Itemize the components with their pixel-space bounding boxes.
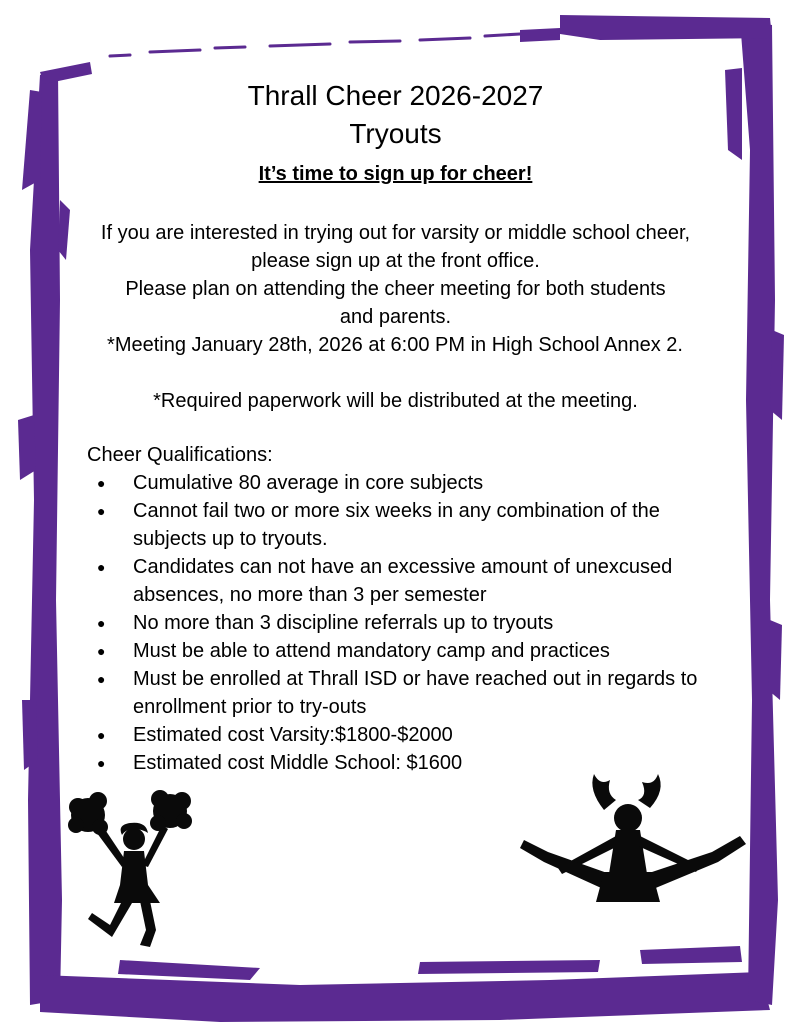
title-line-2: Tryouts — [349, 118, 442, 149]
qualifications-list — [87, 469, 707, 777]
list-item: ● Cannot fail two or more six weeks in any combination of the subjects up to tryouts. — [87, 497, 707, 553]
list-item: ● Must be enrolled at Thrall ISD or have reached out in regards to enrollment prior to try-outs — [87, 665, 707, 721]
qualifications-heading: Cheer Qualifications: — [87, 444, 273, 466]
cheerleader-pompoms-silhouette-icon — [62, 785, 197, 950]
list-item: ● Estimated cost Middle School: $1600 — [87, 749, 707, 777]
list-item: ● Estimated cost Varsity:$1800-$2000 — [87, 721, 707, 749]
cheerleader-toe-touch-silhouette-icon — [518, 770, 750, 918]
title-line-1: Thrall Cheer 2026-2027 — [247, 80, 544, 111]
paperwork-note-text: *Required paperwork will be distributed at the meeting. — [153, 390, 638, 412]
list-item: ● Must be able to attend mandatory camp and practices — [87, 637, 707, 665]
list-item: ● Candidates can not have an excessive amount of unexcused absences, no more than 3 per semester — [87, 553, 707, 609]
list-item: ● Cumulative 80 average in core subjects — [87, 469, 707, 497]
meeting-plan-text: Please plan on attending the cheer meeting for both students and parents. — [125, 278, 666, 328]
meeting-details-text: *Meeting January 28th, 2026 at 6:00 PM in High School Annex 2. — [107, 334, 683, 356]
intro-text: If you are interested in trying out for varsity or middle school cheer, please sign up at the front office. — [100, 222, 691, 272]
subtitle: It’s time to sign up for cheer! — [258, 163, 533, 185]
intro-block — [0, 219, 791, 331]
list-item: ● No more than 3 discipline referrals up to tryouts — [87, 609, 707, 637]
